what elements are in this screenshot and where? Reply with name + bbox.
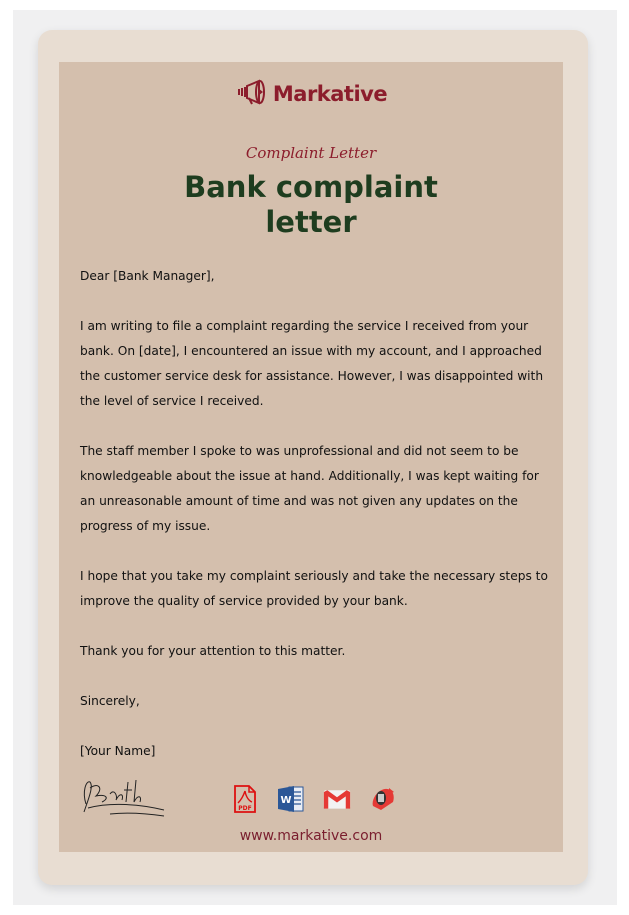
signature-image: [80, 774, 166, 820]
megaphone-icon: [235, 79, 269, 110]
brand-name: Markative: [272, 82, 388, 106]
svg-text:PDF: PDF: [238, 805, 252, 812]
letter-card: [38, 30, 588, 885]
paragraph: I hope that you take my complaint seriously and take the necessary steps to improve the quality of service provided by your bank.: [80, 569, 548, 608]
download-icons: [231, 784, 397, 814]
letter-body: [80, 264, 550, 789]
website-link[interactable]: www.markative.com: [239, 828, 383, 844]
paragraph: Thank you for your attention to this matter.: [80, 644, 346, 658]
paragraph: The staff member I spoke to was unprofessional and did not seem to be knowledgeable about the issue at hand. Additionally, I was kept waiting for an unreasonable amount of time and was not given any updates on the progress of my issue.: [80, 444, 539, 533]
page-title: [59, 170, 563, 240]
gmail-icon[interactable]: [323, 784, 351, 814]
title-line-1: Bank complaint: [184, 170, 438, 204]
pdf-icon[interactable]: [231, 784, 259, 814]
salutation: Dear [Bank Manager],: [80, 269, 215, 283]
brand-logo[interactable]: [59, 78, 563, 110]
letter-category: Complaint Letter: [245, 144, 377, 162]
paragraph: I am writing to file a complaint regarding the service I received from your bank. On [date], I encountered an issue with my account, and I approached the customer service desk for assistance. However, I was disappointed with the level of service I received.: [80, 319, 544, 408]
svg-text:W: W: [280, 795, 292, 806]
signer-name: [Your Name]: [80, 744, 156, 758]
letter-panel: [59, 62, 563, 852]
word-icon[interactable]: [277, 784, 305, 814]
closing: Sincerely,: [80, 694, 140, 708]
title-line-2: letter: [265, 205, 357, 239]
mailbox-icon[interactable]: [369, 784, 397, 814]
